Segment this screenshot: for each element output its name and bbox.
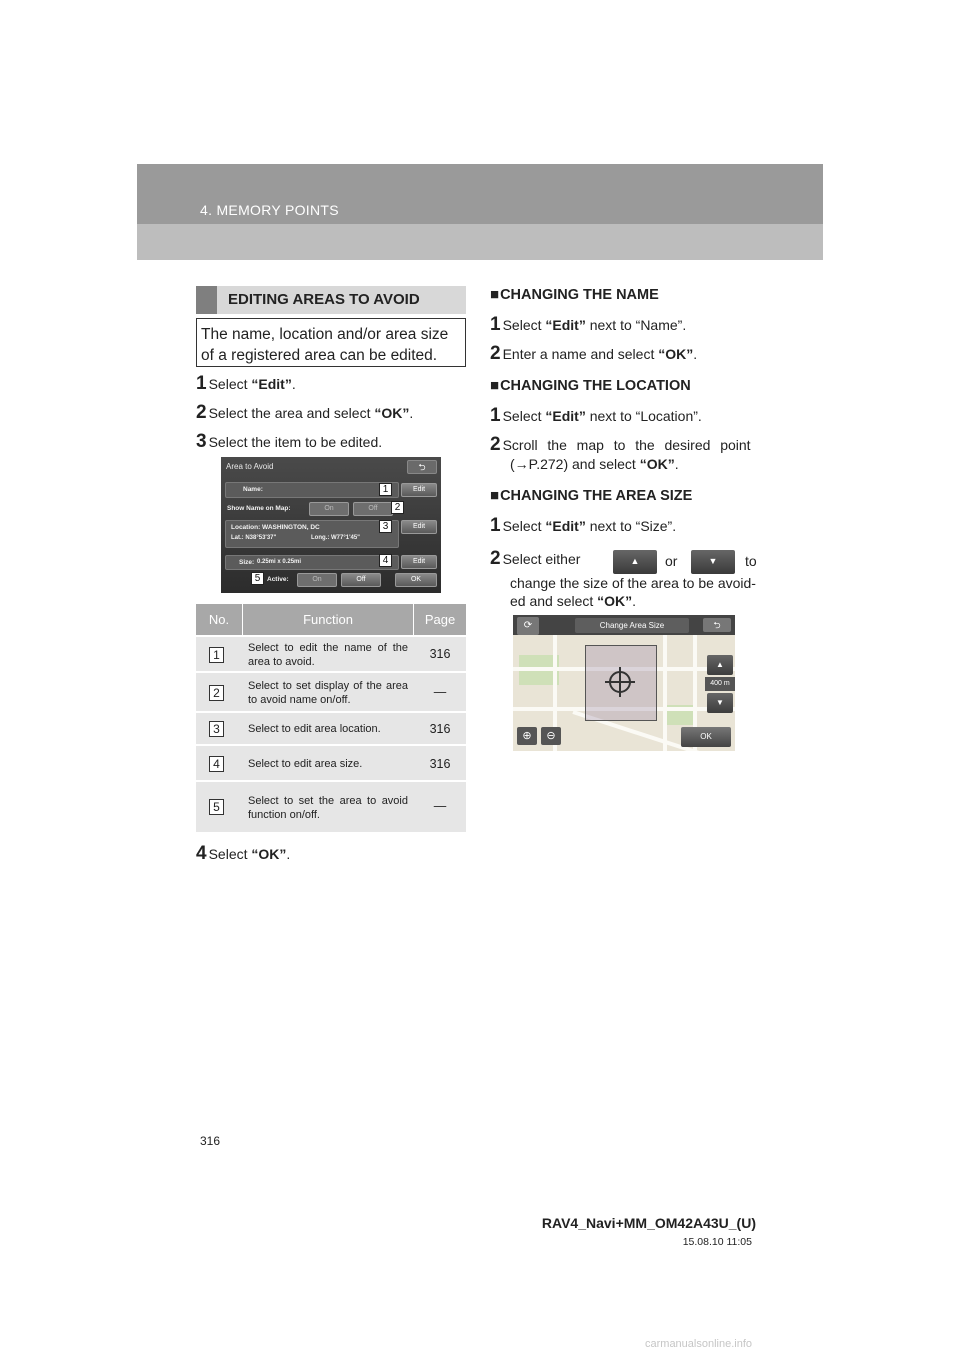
edit-name-button[interactable]: Edit (401, 483, 437, 497)
row-number: 2 (209, 685, 224, 701)
size-step-2-line2: change the size of the area to be avoid- (510, 575, 756, 591)
map-back-button[interactable]: ⮌ (703, 618, 731, 632)
intro-box: The name, location and/or area size of a registered area can be edited. (196, 318, 466, 367)
callout-5: 5 (251, 572, 264, 585)
heading-marker (196, 286, 217, 314)
print-date: 15.08.10 11:05 (682, 1236, 752, 1248)
left-step-1: 1 Select “Edit”. (196, 373, 296, 394)
location-step-2-line2: (→P.272) and select “OK”. (510, 456, 679, 472)
latitude-text: Lat.: N38°53'37" (231, 535, 277, 541)
table-header-no: No. (196, 604, 242, 635)
editing-areas-heading (196, 286, 466, 314)
left-step-2: 2 Select the area and select “OK”. (196, 402, 414, 423)
crosshair-icon (609, 671, 631, 693)
table-header-function: Function (243, 604, 413, 635)
row-number: 1 (209, 647, 224, 663)
longitude-text: Long.: W77°1'45" (311, 535, 361, 541)
down-arrow-button-image: ▼ (691, 550, 735, 574)
location-step-2: 2 Scroll the map to the desired point (490, 434, 751, 455)
name-label: Name: (243, 486, 263, 493)
row-number: 5 (209, 799, 224, 815)
rotate-icon[interactable]: ⟳ (517, 617, 539, 635)
manual-code: RAV4_Navi+MM_OM42A43U_(U) (541, 1215, 756, 1231)
watermark-text: carmanualsonline.info (645, 1338, 753, 1350)
table-header-page: Page (414, 604, 466, 635)
row-page: 316 (429, 722, 451, 736)
area-to-avoid-screenshot (221, 457, 441, 593)
page-number: 316 (200, 1134, 221, 1148)
size-step-1: 1 Select “Edit” next to “Size”. (490, 515, 677, 536)
size-step-2-line3: ed and select “OK”. (510, 593, 637, 609)
changing-name-heading: ■CHANGING THE NAME (490, 286, 659, 303)
row-page: — (433, 685, 447, 699)
table-row (196, 746, 466, 780)
zoom-in-icon[interactable]: ⊕ (517, 727, 537, 745)
row-function: Select to set the area to avoid function on/off. (248, 795, 408, 821)
active-label: Active: (267, 576, 289, 583)
screen-title: Area to Avoid (226, 462, 274, 471)
map-screen-title: Change Area Size (575, 618, 689, 633)
row-function: Select to edit area location. (248, 723, 381, 735)
row-page: 316 (429, 757, 451, 771)
row-page: 316 (429, 647, 451, 661)
size-label: Size: (239, 559, 255, 566)
table-row (196, 782, 466, 832)
header-subband (137, 224, 823, 260)
name-step-1: 1 Select “Edit” next to “Name”. (490, 314, 687, 335)
row-number: 3 (209, 721, 224, 737)
active-on-button[interactable]: On (297, 573, 337, 587)
table-row (196, 713, 466, 744)
location-step-1: 1 Select “Edit” next to “Location”. (490, 405, 702, 426)
back-button[interactable]: ⮌ (407, 460, 437, 474)
up-arrow-button-image: ▲ (613, 550, 657, 574)
changing-area-size-heading: ■CHANGING THE AREA SIZE (490, 487, 693, 504)
edit-location-button[interactable]: Edit (401, 520, 437, 534)
size-up-button[interactable]: ▲ (707, 655, 733, 675)
size-down-button[interactable]: ▼ (707, 693, 733, 713)
size-step-2-to: to (745, 553, 757, 569)
heading-text: EDITING AREAS TO AVOID (228, 291, 420, 308)
size-value: 0.25mi x 0.25mi (257, 559, 302, 565)
section-title: 4. MEMORY POINTS (200, 202, 339, 218)
change-area-size-screenshot (513, 615, 735, 751)
name-step-2: 2 Enter a name and select “OK”. (490, 343, 698, 364)
location-text: Location: WASHINGTON, DC (231, 524, 320, 531)
show-name-label: Show Name on Map: (227, 505, 291, 512)
row-number: 4 (209, 756, 224, 772)
show-name-on-button[interactable]: On (309, 502, 349, 516)
row-page: — (433, 799, 447, 813)
map-scale: 400 m (705, 677, 735, 691)
table-row (196, 673, 466, 711)
callout-4: 4 (379, 554, 392, 567)
table-row (196, 637, 466, 671)
callout-2: 2 (391, 501, 404, 514)
callout-1: 1 (379, 483, 392, 496)
row-function: Select to set display of the area to avoid name on/off. (248, 680, 408, 706)
active-off-button[interactable]: Off (341, 573, 381, 587)
size-step-2: 2 Select either (490, 548, 581, 569)
size-step-2-or: or (665, 553, 678, 569)
edit-size-button[interactable]: Edit (401, 555, 437, 569)
changing-location-heading: ■CHANGING THE LOCATION (490, 377, 691, 394)
map-ok-button[interactable]: OK (681, 727, 731, 747)
zoom-out-icon[interactable]: ⊖ (541, 727, 561, 745)
left-step-4: 4 Select “OK”. (196, 843, 291, 864)
row-function: Select to edit the name of the area to avoid. (248, 642, 408, 668)
left-step-3: 3 Select the item to be edited. (196, 431, 383, 452)
row-function: Select to edit area size. (248, 758, 363, 770)
show-name-off-button[interactable]: Off (353, 502, 393, 516)
ok-button[interactable]: OK (395, 573, 437, 587)
map-road (663, 635, 667, 751)
callout-3: 3 (379, 520, 392, 533)
